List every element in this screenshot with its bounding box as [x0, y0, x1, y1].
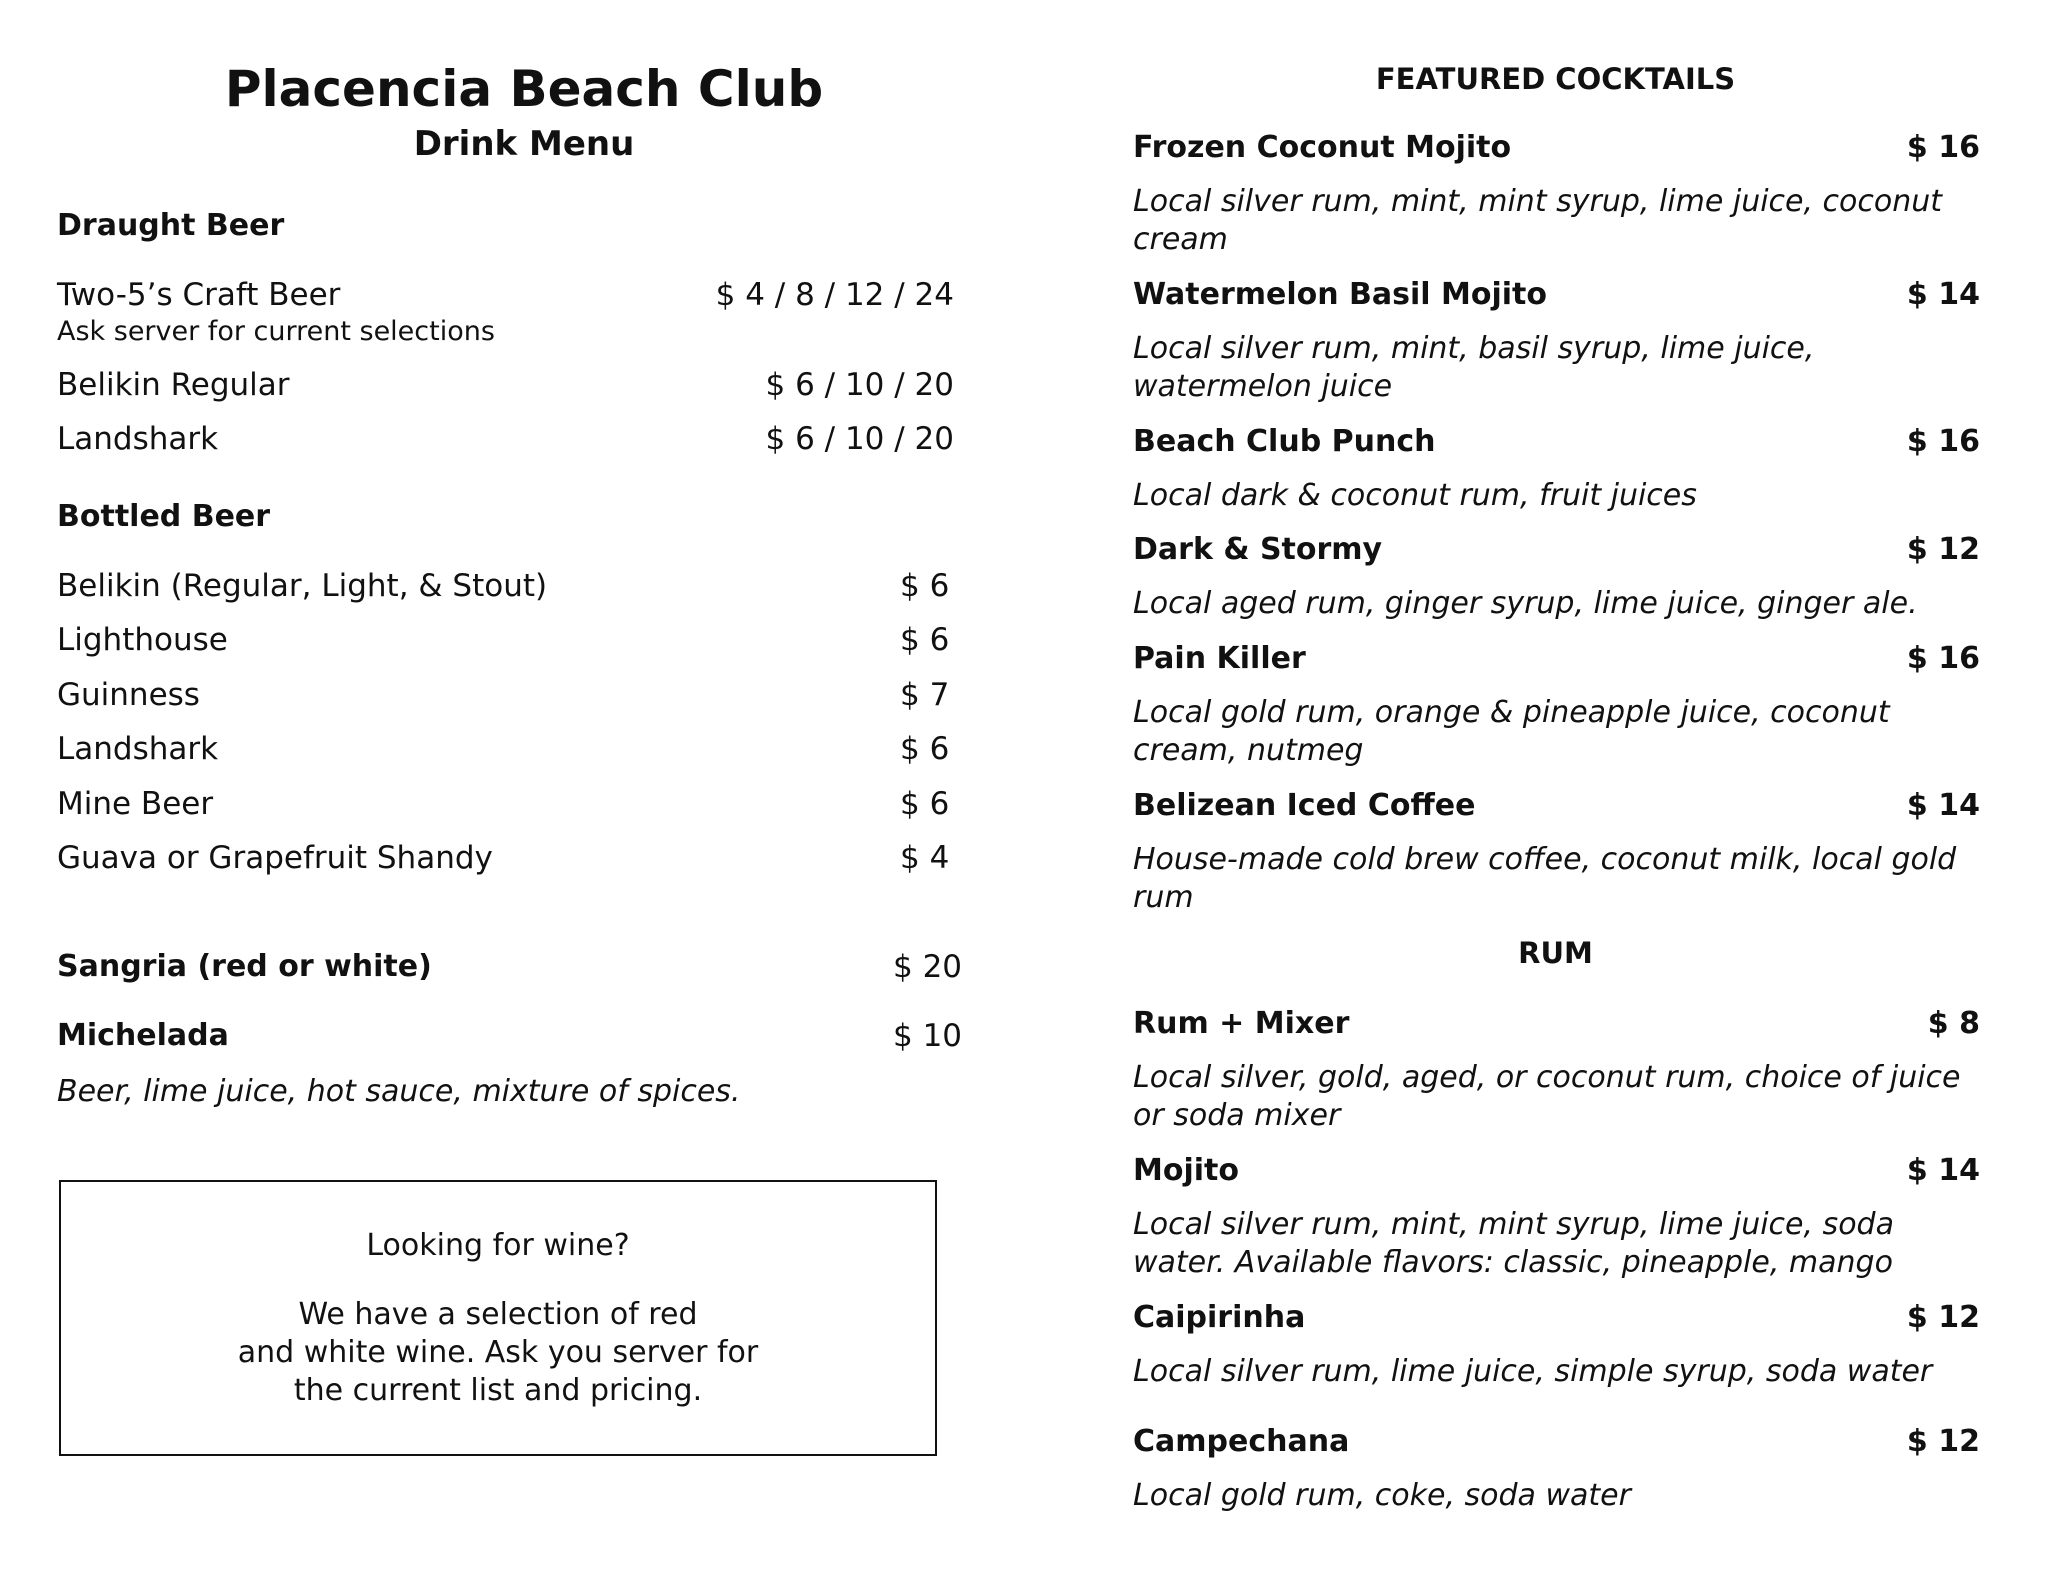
menu-item-price: $ 4 / 8 / 12 / 24	[715, 277, 954, 313]
menu-item-price: $ 6	[900, 622, 950, 658]
cocktail-price: $ 14	[1906, 788, 1980, 823]
rum-item-name: Caipirinha	[1133, 1300, 1306, 1335]
sangria-name: Sangria (red or white)	[57, 949, 432, 984]
cocktail-name: Belizean Iced Coffee	[1133, 788, 1476, 823]
wine-info-box	[59, 1180, 937, 1456]
cocktail-description: Local silver rum, mint, basil syrup, lime juice, watermelon juice	[1133, 331, 1815, 404]
menu-item-note: Ask server for current selections	[57, 316, 495, 347]
cocktail-price: $ 16	[1906, 130, 1980, 165]
page-title: Placencia Beach Club	[224, 60, 824, 118]
cocktail-price: $ 16	[1906, 641, 1980, 676]
menu-item-name: Belikin (Regular, Light, & Stout)	[57, 568, 548, 604]
rum-item-price: $ 12	[1906, 1424, 1980, 1459]
cocktail-name: Frozen Coconut Mojito	[1133, 130, 1512, 165]
wine-message	[61, 1296, 935, 1410]
menu-item-name: Landshark	[57, 731, 219, 767]
section-heading-draught-beer: Draught Beer	[57, 208, 285, 243]
menu-item-name: Lighthouse	[57, 622, 228, 658]
cocktail-description: Local dark & coconut rum, fruit juices	[1133, 478, 1697, 513]
rum-item-name: Rum + Mixer	[1133, 1006, 1350, 1041]
rum-item-price: $ 12	[1906, 1300, 1980, 1335]
rum-item-description: Local silver rum, lime juice, simple syrup, soda water	[1133, 1354, 1933, 1389]
sangria-price: $ 20	[893, 949, 963, 985]
rum-item-description: Local gold rum, coke, soda water	[1133, 1478, 1631, 1513]
section-heading-bottled-beer: Bottled Beer	[57, 499, 271, 534]
rum-item-name: Campechana	[1133, 1424, 1350, 1459]
menu-item-price: $ 6	[900, 731, 950, 767]
cocktail-description: House-made cold brew coffee, coconut milk, local gold rum	[1133, 842, 1957, 915]
menu-item-name: Guinness	[57, 677, 200, 713]
wine-message-line: and white wine. Ask you server for	[237, 1335, 759, 1370]
menu-item-price: $ 6	[900, 786, 950, 822]
rum-item-name: Mojito	[1133, 1153, 1239, 1188]
michelada-name: Michelada	[57, 1018, 229, 1053]
cocktail-name: Watermelon Basil Mojito	[1133, 277, 1548, 312]
section-heading-featured-cocktails: FEATURED COCKTAILS	[1375, 62, 1736, 96]
cocktail-price: $ 16	[1906, 424, 1980, 459]
cocktail-description: Local aged rum, ginger syrup, lime juice, ginger ale.	[1133, 586, 1918, 621]
wine-message-line: We have a selection of red	[298, 1297, 698, 1332]
michelada-price: $ 10	[893, 1018, 963, 1054]
menu-item-price: $ 6	[900, 568, 950, 604]
rum-item-description: Local silver, gold, aged, or coconut rum, choice of juice or soda mixer	[1133, 1060, 1961, 1133]
rum-item-price: $ 14	[1906, 1153, 1980, 1188]
menu-item-price: $ 6 / 10 / 20	[765, 367, 954, 403]
cocktail-price: $ 14	[1906, 277, 1980, 312]
section-heading-rum: RUM	[1518, 936, 1593, 970]
wine-question: Looking for wine?	[366, 1228, 630, 1263]
menu-item-name: Guava or Grapefruit Shandy	[57, 840, 493, 876]
michelada-description: Beer, lime juice, hot sauce, mixture of spices.	[57, 1074, 741, 1109]
menu-item-name: Two-5’s Craft Beer	[57, 277, 341, 313]
cocktail-name: Dark & Stormy	[1133, 532, 1383, 567]
cocktail-description: Local gold rum, orange & pineapple juice, coconut cream, nutmeg	[1133, 695, 1890, 768]
menu-item-name: Landshark	[57, 421, 219, 457]
cocktail-price: $ 12	[1906, 532, 1980, 567]
menu-item-name: Mine Beer	[57, 786, 214, 822]
menu-item-name: Belikin Regular	[57, 367, 290, 403]
cocktail-description: Local silver rum, mint, mint syrup, lime juice, coconut cream	[1133, 184, 1943, 257]
menu-item-price: $ 7	[900, 677, 950, 713]
rum-item-description: Local silver rum, mint, mint syrup, lime juice, soda water. Available flavors: classic, pineapple, mango	[1133, 1207, 1894, 1280]
cocktail-name: Beach Club Punch	[1133, 424, 1436, 459]
wine-message-line: the current list and pricing.	[293, 1373, 703, 1408]
menu-item-price: $ 4	[900, 840, 950, 876]
cocktail-name: Pain Killer	[1133, 641, 1306, 676]
menu-item-price: $ 6 / 10 / 20	[765, 421, 954, 457]
rum-item-price: $ 8	[1927, 1006, 1980, 1041]
page-subtitle: Drink Menu	[413, 124, 635, 164]
